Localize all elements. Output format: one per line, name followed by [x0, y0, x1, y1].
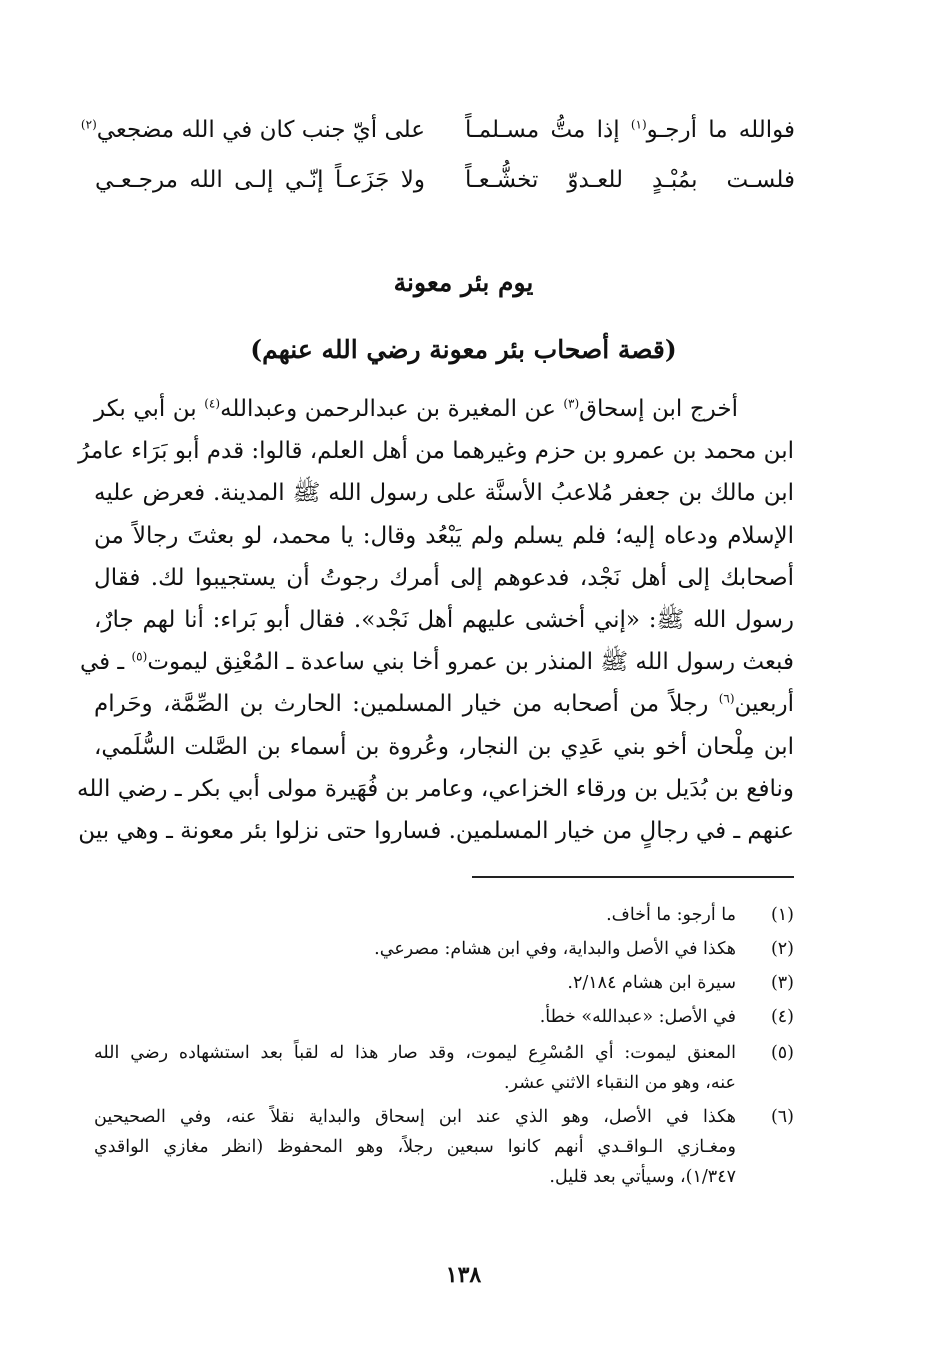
footnote [94, 900, 794, 930]
footnote [94, 1102, 794, 1192]
footnote-ref[interactable]: (٤) [204, 396, 221, 411]
poem-verse [95, 158, 795, 208]
text-line: ابن مالك بن جعفر مُلاعبُ الأسنَّة على رسول الله ﷺ المدينة. فعرض عليه [94, 480, 794, 507]
footnote-text: ١/٣٤٧)، وسيأتي بعد قليل. [549, 1167, 736, 1187]
footnote-text: هكذا في الأصل، وهو الذي عند ابن إسحاق والبداية نقلاً عنه، وفي الصحيحين [94, 1107, 736, 1127]
footnote-number: (٥) [770, 1043, 794, 1063]
section-subheading: (قصة أصحاب بئر معونة رضي الله عنهم) [250, 335, 677, 364]
footnote-text: ما أرجو: ما أخاف. [606, 905, 736, 925]
section-heading: يوم بئر معونة [393, 268, 534, 297]
footnote-number: (٣) [770, 973, 794, 993]
footnote-separator [472, 876, 794, 878]
verse-second-hemistich: على أيّ جنب كان في الله مضجعي$^{(٢)}$ [80, 117, 425, 143]
footnote-ref[interactable]: (١) [630, 117, 647, 132]
text-line: فبعث رسول الله ﷺ المنذر بن عمرو أخا بني ساعدة ـ المُعْنِق ليموت$^{(٥)}$ ـ في [79, 649, 794, 676]
footnote-ref[interactable]: (٣) [563, 396, 580, 411]
text-line: ابن محمد بن عمرو بن حزم وغيرهما من أهل العلم، قالوا: قدم أبو بَرَاء عامرُ [78, 438, 794, 465]
footnote-ref[interactable]: (٢) [80, 117, 97, 132]
footnote [94, 968, 794, 998]
footnotes [94, 900, 794, 1192]
text-line: أصحابك إلى أهل نَجْد، فدعوهم إلى أمرك رجوتُ أن يستجيبوا لك. فقال [94, 564, 794, 591]
text-line: أربعين$^{(٦)}$ رجلاً من أصحابه من خيار المسلمين: الحارث بن الصِّمَّة، وحَرام [94, 691, 794, 718]
footnote-number: (٦) [770, 1107, 794, 1127]
text-line: رسول الله ﷺ: «إني أخشى عليهم أهل نَجْد». فقال أبو بَراء: أنا لهم جارٌ، [94, 606, 794, 633]
footnote-text: المعنق ليموت: أي المُسْرِع ليموت، وقد صار هذا له لقباً بعد استشهاده رضي الله [94, 1043, 736, 1063]
footnote-text: ومغـازي الـواقـدي أنهم كانوا سبعين رجلاً، وهو المحفوظ (انظر مغازي الواقدي [94, 1137, 736, 1157]
text-line: أخرج ابن إسحاق$^{(٣)}$ عن المغيرة بن عبدالرحمن وعبدالله$^{(٤)}$ بن أبي بكر [94, 396, 738, 422]
verse-first-hemistich: فوالله ما أرجـو$^{(١)}$ إذا متُّ مسـلمـاً [465, 117, 796, 143]
poem-verse [80, 108, 796, 158]
verse-first-hemistich: فلسـت بمُبْـدٍ للعـدوّ تخشُّـعـاً [465, 167, 795, 193]
footnote-text: هكذا في الأصل والبداية، وفي ابن هشام: مصرعي. [374, 939, 736, 959]
text-line: الإسلام ودعاه إليه؛ فلم يسلم ولم يَبْعُد وقال: يا محمد، لو بعثتَ رجالاً من [94, 522, 794, 549]
footnote [94, 1002, 794, 1032]
footnote-ref[interactable]: (٦) [718, 691, 735, 706]
footnote-ref[interactable]: (٥) [131, 649, 148, 664]
footnote-text: في الأصل: «عبدالله» خطأ. [539, 1007, 736, 1027]
footnote-text: سيرة ابن هشام ٢/١٨٤. [567, 973, 736, 993]
footnote-text: عنه، وهو من النقباء الاثني عشر. [503, 1073, 736, 1093]
footnote [94, 934, 794, 964]
text-line: ونافع بن بُدَيل بن ورقاء الخزاعي، وعامر بن فُهَيرة مولى أبي بكر ـ رضي الله [77, 775, 794, 802]
footnote [94, 1038, 794, 1098]
footnote-number: (١) [770, 905, 794, 925]
footnote-number: (٢) [770, 939, 794, 959]
body-text [77, 388, 794, 852]
verse-second-hemistich: ولا جَزَعـاً إنّـي إلـى الله مرجـعـي [95, 167, 425, 193]
poem [80, 108, 796, 208]
text-line: عنهم ـ في رجالٍ من خيار المسلمين. فساروا حتى نزلوا بئر معونة ـ وهي بين [78, 817, 794, 844]
page-number: ١٣٨ [445, 1262, 482, 1288]
footnote-number: (٤) [770, 1007, 794, 1027]
text-line: ابن مِلْحان أخو بني عَدِي بن النجار، وعُروة بن أسماء بن الصَّلت السُّلَمي، [94, 733, 794, 760]
